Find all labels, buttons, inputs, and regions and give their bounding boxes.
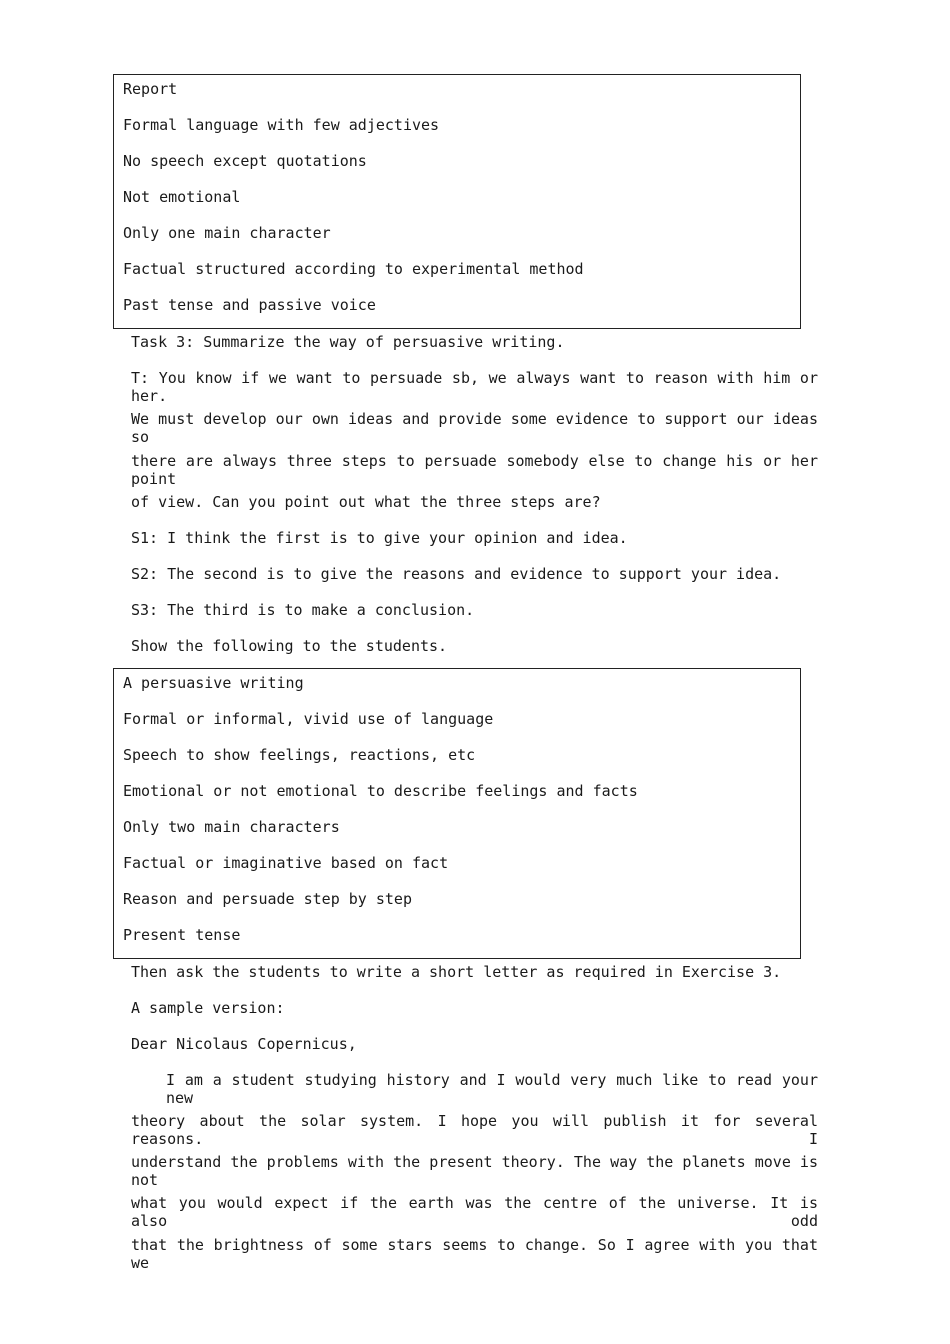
report-line: Only one main character xyxy=(123,224,331,242)
persuasive-line: Only two main characters xyxy=(123,818,340,836)
persuasive-line: Speech to show feelings, reactions, etc xyxy=(123,746,476,764)
report-line: Formal language with few adjectives xyxy=(123,116,440,134)
persuasive-line: Present tense xyxy=(123,926,241,944)
teacher-line: We must develop our own ideas and provide some evidence to support our ideas so xyxy=(131,410,818,446)
letter-body-line: theory about the solar system. I hope you will publish it for several reasons. I xyxy=(131,1112,818,1148)
persuasive-line: Reason and persuade step by step xyxy=(123,890,412,908)
letter-instruction: Then ask the students to write a short letter as required in Exercise 3. xyxy=(131,963,782,981)
task3-heading: Task 3: Summarize the way of persuasive writing. xyxy=(131,333,565,351)
persuasive-box xyxy=(113,668,801,959)
report-box xyxy=(113,74,801,329)
report-line: No speech except quotations xyxy=(123,152,367,170)
student-answer-1: S1: I think the first is to give your opinion and idea. xyxy=(131,529,628,547)
persuasive-line: Emotional or not emotional to describe feelings and facts xyxy=(123,782,638,800)
report-line: Factual structured according to experimental method xyxy=(123,260,584,278)
sample-label: A sample version: xyxy=(131,999,285,1017)
student-answer-2: S2: The second is to give the reasons and evidence to support your idea. xyxy=(131,565,782,583)
student-answer-3: S3: The third is to make a conclusion. xyxy=(131,601,475,619)
teacher-line: of view. Can you point out what the three steps are? xyxy=(131,493,601,511)
persuasive-line: Formal or informal, vivid use of language xyxy=(123,710,494,728)
report-title: Report xyxy=(123,80,178,98)
report-line: Past tense and passive voice xyxy=(123,296,376,314)
report-line: Not emotional xyxy=(123,188,241,206)
persuasive-line: Factual or imaginative based on fact xyxy=(123,854,449,872)
letter-body-line: what you would expect if the earth was the centre of the universe. It is also odd xyxy=(131,1194,818,1230)
letter-body-line: that the brightness of some stars seems to change. So I agree with you that we xyxy=(131,1236,818,1272)
teacher-line: there are always three steps to persuade somebody else to change his or her point xyxy=(131,452,818,488)
persuasive-title: A persuasive writing xyxy=(123,674,304,692)
letter-body-line: understand the problems with the present theory. The way the planets move is not xyxy=(131,1153,818,1189)
letter-body-line: I am a student studying history and I would very much like to read your new xyxy=(166,1071,818,1107)
letter-salutation: Dear Nicolaus Copernicus, xyxy=(131,1035,357,1053)
teacher-line: T: You know if we want to persuade sb, we always want to reason with him or her. xyxy=(131,369,818,405)
show-instruction: Show the following to the students. xyxy=(131,637,448,655)
